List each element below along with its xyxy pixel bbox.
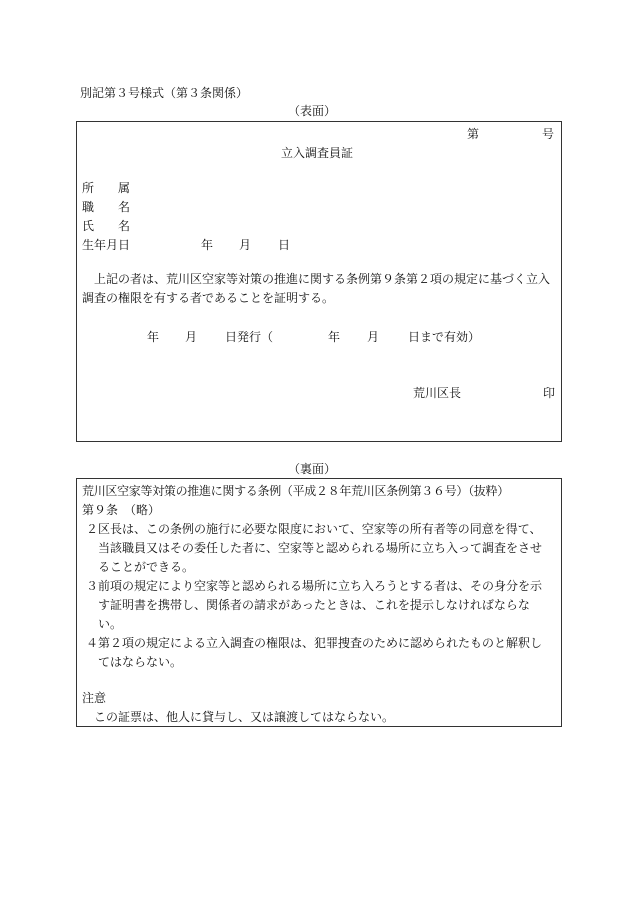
field-name: 氏 名 (82, 219, 131, 233)
birth-day-unit: 日 (278, 238, 291, 252)
back-side-label: （裏面） (288, 462, 337, 476)
field-birthdate: 生年月日 (82, 238, 131, 252)
form-header: 別記第３号様式（第３条関係） (80, 86, 249, 100)
item-text: 区長は、この条例の施行に必要な限度において、空家等の所有者等の同意を得て、当該職員又はその委任した者に、空家等と認められる場所に立ち入って調査をさせることができる。 (98, 522, 543, 574)
back-card (76, 478, 562, 727)
issue-month-unit: 月 (185, 330, 198, 344)
issue-day-label: 日発行（ (225, 330, 274, 344)
article-reference: 第９条 （略） (82, 503, 161, 517)
front-side-label: （表面） (288, 104, 337, 118)
number-suffix: 号 (542, 127, 555, 141)
note-text: この証票は、他人に貸与し、又は譲渡してはならない。 (94, 710, 395, 724)
item-number: ４ (86, 636, 99, 650)
front-card (76, 121, 562, 442)
field-affiliation: 所 属 (82, 181, 131, 195)
item-number: ３ (86, 579, 99, 593)
certification-text: 上記の者は、荒川区空家等対策の推進に関する条例第９条第２項の規定に基づく立入調査の権限を有する者であることを証明する。 (82, 272, 551, 305)
valid-month-unit: 月 (367, 330, 380, 344)
card-title: 立入調査員証 (281, 146, 354, 160)
seal-mark: 印 (543, 386, 556, 400)
note-heading: 注意 (82, 691, 107, 705)
valid-until-label: 日まで有効） (408, 330, 481, 344)
item-text: 前項の規定により空家等と認められる場所に立ち入ろうとする者は、その身分を示す証明書を携帯し、関係者の請求があったときは、これを提示しなければならない。 (98, 579, 543, 631)
valid-year-unit: 年 (328, 330, 341, 344)
ordinance-title: 荒川区空家等対策の推進に関する条例（平成２８年荒川区条例第３６号）（抜粋） (82, 484, 509, 498)
field-position: 職 名 (82, 200, 131, 214)
number-prefix: 第 (467, 127, 480, 141)
birth-year-unit: 年 (201, 238, 214, 252)
birth-month-unit: 月 (239, 238, 252, 252)
issuer: 荒川区長 (413, 386, 462, 400)
item-number: ２ (86, 522, 99, 536)
item-text: 第２項の規定による立入調査の権限は、犯罪捜査のために認められたものと解釈してはならない。 (98, 636, 543, 669)
issue-year-unit: 年 (147, 330, 160, 344)
